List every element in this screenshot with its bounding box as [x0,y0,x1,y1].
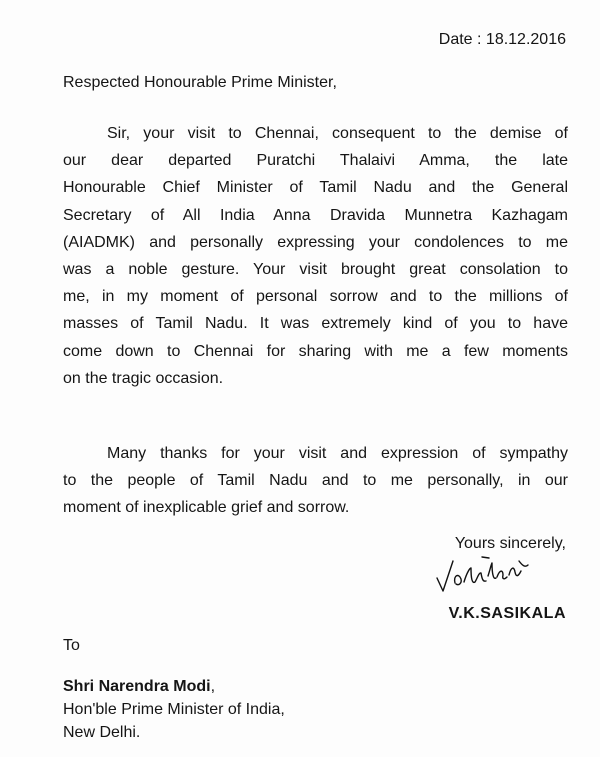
paragraph-line: me, in my moment of personal sorrow and to the millions of [63,288,568,306]
paragraph-line: on the tragic occasion. [63,369,224,387]
recipient-block [63,675,285,744]
recipient-name-line: Shri Narendra Modi, [63,678,216,695]
signer-name: V.K.SASIKALA [448,605,566,622]
closing-phrase: Yours sincerely, [454,535,566,552]
body-paragraph-2 [63,440,568,530]
paragraph-line: masses of Tamil Nadu. It was extremely kind of you to have [63,315,568,333]
paragraph-line: Many thanks for your visit and expression of sympathy [107,445,568,462]
paragraph-line: Honourable Chief Minister of Tamil Nadu and the General [63,179,568,197]
to-label: To [63,637,80,654]
paragraph-line: Secretary of All India Anna Dravida Munnetra Kazhagam [63,206,568,224]
body-paragraph-1 [63,120,568,420]
recipient-name: Shri Narendra Modi [63,678,211,695]
letter-date: Date : 18.12.2016 [438,31,566,48]
recipient-city: New Delhi. [63,724,141,741]
paragraph-line: was a noble gesture. Your visit brought great consolation to [63,261,568,279]
paragraph-line: to the people of Tamil Nadu and to me personally, in our [63,472,568,490]
paragraph-line: come down to Chennai for sharing with me a few moments [63,342,568,360]
salutation: Respected Honourable Prime Minister, [63,74,337,91]
paragraph-line: Sir, your visit to Chennai, consequent to the demise of [107,125,568,142]
recipient-title: Hon'ble Prime Minister of India, [63,701,285,718]
handwritten-signature [431,548,533,598]
paragraph-line: our dear departed Puratchi Thalaivi Amma, the late [63,152,568,170]
paragraph-line: moment of inexplicable grief and sorrow. [63,499,350,517]
paragraph-line: (AIADMK) and personally expressing your condolences to me [63,233,568,251]
